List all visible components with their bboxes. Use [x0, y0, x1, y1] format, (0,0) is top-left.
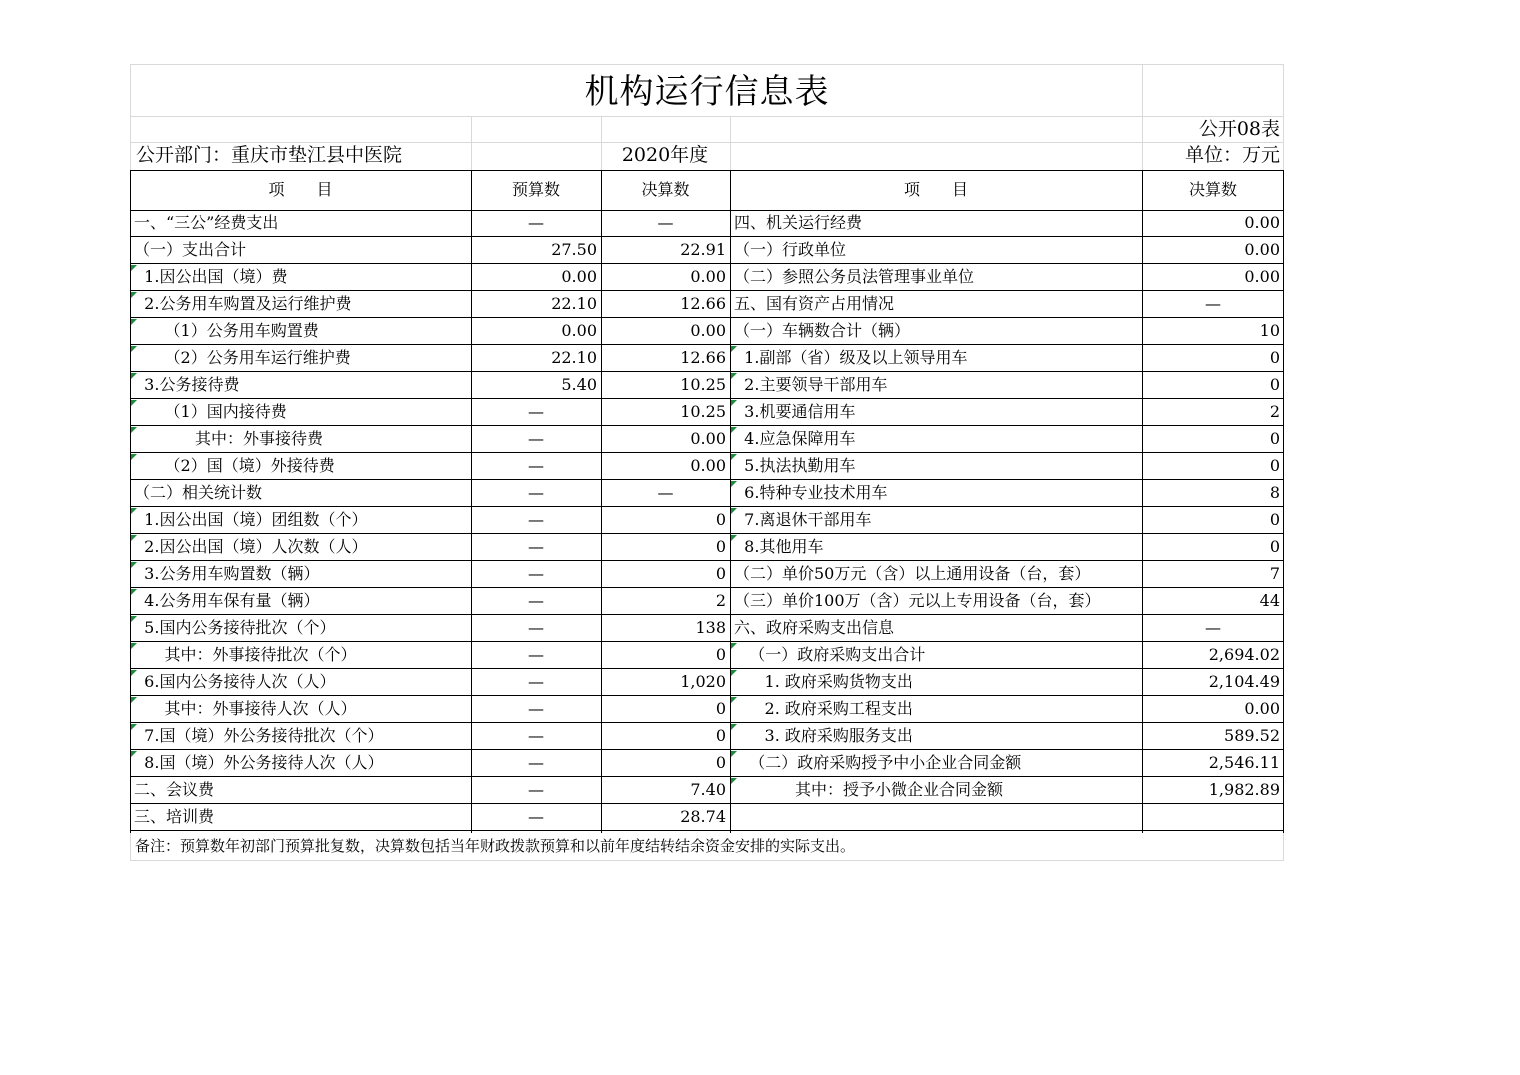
- final-cell: 28.74: [680, 807, 726, 826]
- budget-cell: —: [528, 429, 544, 448]
- row-border: [130, 668, 1284, 669]
- right-item-cell: 8.其他用车: [734, 537, 824, 556]
- right-item-cell: 六、政府采购支出信息: [734, 618, 895, 637]
- left-item-cell: 二、会议费: [134, 780, 215, 799]
- budget-cell: 0.00: [561, 267, 597, 286]
- left-item-cell: 其中：外事接待批次（个）: [134, 645, 357, 664]
- left-item-cell: 4.公务用车保有量（辆）: [134, 591, 320, 610]
- right-item-cell: 其中：授予小微企业合同金额: [734, 780, 1004, 799]
- right-final-cell: —: [1205, 294, 1221, 313]
- final-cell: 0: [715, 510, 726, 529]
- left-item-cell: 8.国（境）外公务接待人次（人）: [134, 753, 384, 772]
- comment-flag: [731, 643, 737, 649]
- right-item-cell: 四、机关运行经费: [734, 213, 863, 232]
- left-item-cell: （二）相关统计数: [134, 483, 263, 502]
- comment-flag: [131, 616, 137, 622]
- form-code: 公开08表: [1198, 118, 1280, 140]
- final-cell: 22.91: [680, 240, 726, 259]
- comment-flag: [131, 454, 137, 460]
- final-cell: 0: [715, 726, 726, 745]
- budget-cell: —: [528, 618, 544, 637]
- final-cell: —: [657, 483, 674, 502]
- header-budget: 预算数: [511, 180, 560, 199]
- comment-flag: [731, 670, 737, 676]
- comment-flag: [731, 346, 737, 352]
- right-item-cell: 7.离退休干部用车: [734, 510, 872, 529]
- row-border: [130, 560, 1284, 561]
- final-cell: 10.25: [680, 402, 726, 421]
- comment-flag: [131, 400, 137, 406]
- right-final-cell: 2,546.11: [1208, 753, 1280, 772]
- table-top-border: [130, 170, 1284, 171]
- final-cell: 0.00: [690, 429, 726, 448]
- row-border: [130, 803, 1284, 804]
- comment-flag: [131, 508, 137, 514]
- budget-cell: 22.10: [551, 348, 597, 367]
- sheet-title: 机构运行信息表: [584, 72, 830, 112]
- row-border: [130, 398, 1284, 399]
- row-border: [130, 452, 1284, 453]
- row-border: [130, 641, 1284, 642]
- left-item-cell: 7.国（境）外公务接待批次（个）: [134, 726, 384, 745]
- header-right-final: 决算数: [1188, 180, 1237, 199]
- final-cell: 0: [715, 699, 726, 718]
- right-final-cell: 589.52: [1224, 726, 1280, 745]
- right-item-cell: 5.执法执勤用车: [734, 456, 856, 475]
- right-item-cell: 2.主要领导干部用车: [734, 375, 888, 394]
- light-gridline: [471, 116, 472, 170]
- left-item-cell: 3.公务用车购置数（辆）: [134, 564, 320, 583]
- right-item-cell: 3. 政府采购服务支出: [734, 726, 913, 745]
- row-border: [130, 830, 1284, 831]
- right-final-cell: 0: [1269, 510, 1280, 529]
- left-item-cell: （1）公务用车购置费: [134, 321, 319, 340]
- right-final-cell: 2,104.49: [1208, 672, 1280, 691]
- right-final-cell: [1142, 804, 1284, 831]
- right-item-cell: 2. 政府采购工程支出: [734, 699, 913, 718]
- right-item-cell: 3.机要通信用车: [734, 402, 856, 421]
- col-border: [1142, 170, 1143, 833]
- header-left-item: 项 目: [268, 180, 333, 199]
- budget-cell: —: [528, 591, 544, 610]
- row-border: [130, 749, 1284, 750]
- right-final-cell: 10: [1259, 321, 1280, 340]
- right-item-cell: 6.特种专业技术用车: [734, 483, 888, 502]
- final-cell: 0: [715, 564, 726, 583]
- right-item-cell: （一）政府采购支出合计: [734, 645, 926, 664]
- right-final-cell: 8: [1269, 483, 1280, 502]
- right-final-cell: 0: [1269, 375, 1280, 394]
- comment-flag: [131, 319, 137, 325]
- right-item-cell: （二）政府采购授予中小企业合同金额: [734, 753, 1022, 772]
- year-label: 2020年度: [621, 144, 709, 166]
- right-item-cell: （三）单价100万（含）元以上专用设备（台，套）: [734, 591, 1101, 610]
- comment-flag: [731, 481, 737, 487]
- right-final-cell: 0: [1269, 537, 1280, 556]
- left-item-cell: 6.国内公务接待人次（人）: [134, 672, 336, 691]
- left-item-cell: （一）支出合计: [134, 240, 247, 259]
- right-final-cell: —: [1205, 618, 1221, 637]
- final-cell: —: [657, 213, 674, 232]
- right-final-cell: 0.00: [1244, 699, 1280, 718]
- budget-cell: —: [528, 537, 544, 556]
- row-border: [130, 587, 1284, 588]
- right-item-cell: 五、国有资产占用情况: [734, 294, 895, 313]
- budget-cell: —: [528, 807, 544, 826]
- comment-flag: [131, 670, 137, 676]
- light-gridline: [730, 116, 731, 170]
- budget-cell: —: [528, 213, 544, 232]
- unit-label: 单位：万元: [1184, 144, 1280, 166]
- col-border: [471, 170, 472, 833]
- row-border: [130, 614, 1284, 615]
- right-final-cell: 44: [1259, 591, 1280, 610]
- comment-flag: [131, 562, 137, 568]
- comment-flag: [731, 778, 737, 784]
- right-final-cell: 0.00: [1244, 267, 1280, 286]
- comment-flag: [131, 751, 137, 757]
- final-cell: 1,020: [680, 672, 726, 691]
- final-cell: 12.66: [680, 294, 726, 313]
- header-right-item: 项 目: [903, 180, 968, 199]
- final-cell: 0.00: [690, 267, 726, 286]
- final-cell: 12.66: [680, 348, 726, 367]
- col-border: [130, 170, 131, 833]
- left-item-cell: 5.国内公务接待批次（个）: [134, 618, 336, 637]
- final-cell: 2: [715, 591, 726, 610]
- right-item-cell: 1.副部（省）级及以上领导用车: [734, 348, 968, 367]
- budget-cell: —: [528, 564, 544, 583]
- left-item-cell: 1.因公出国（境）团组数（个）: [134, 510, 368, 529]
- right-final-cell: 2: [1269, 402, 1280, 421]
- comment-flag: [731, 508, 737, 514]
- final-cell: 0: [715, 537, 726, 556]
- right-item-cell: 1. 政府采购货物支出: [734, 672, 913, 691]
- left-item-cell: 一、“三公”经费支出: [134, 213, 279, 232]
- right-item-cell: （二）参照公务员法管理事业单位: [734, 267, 975, 286]
- left-item-cell: （2）国（境）外接待费: [134, 456, 335, 475]
- left-item-cell: （1）国内接待费: [134, 402, 287, 421]
- right-final-cell: 0: [1269, 348, 1280, 367]
- comment-flag: [131, 373, 137, 379]
- row-border: [130, 695, 1284, 696]
- right-item-cell: [730, 804, 1142, 831]
- comment-flag: [731, 697, 737, 703]
- comment-flag: [731, 427, 737, 433]
- left-item-cell: 三、培训费: [134, 807, 215, 826]
- right-final-cell: 0.00: [1244, 240, 1280, 259]
- budget-cell: —: [528, 456, 544, 475]
- final-cell: 0: [715, 753, 726, 772]
- comment-flag: [731, 454, 737, 460]
- comment-flag: [131, 724, 137, 730]
- comment-flag: [131, 427, 137, 433]
- row-border: [130, 425, 1284, 426]
- right-final-cell: 0: [1269, 429, 1280, 448]
- right-final-cell: 0.00: [1244, 213, 1280, 232]
- row-border: [130, 344, 1284, 345]
- row-border: [130, 776, 1284, 777]
- left-item-cell: 其中：外事接待人次（人）: [134, 699, 357, 718]
- comment-flag: [131, 697, 137, 703]
- final-cell: 0.00: [690, 321, 726, 340]
- light-gridline: [130, 860, 1284, 861]
- comment-flag: [731, 724, 737, 730]
- comment-flag: [131, 346, 137, 352]
- comment-flag: [731, 400, 737, 406]
- header-bottom-border: [130, 210, 1284, 211]
- right-final-cell: 1,982.89: [1208, 780, 1280, 799]
- left-item-cell: 其中：外事接待费: [134, 429, 324, 448]
- comment-flag: [131, 535, 137, 541]
- budget-cell: —: [528, 510, 544, 529]
- final-cell: 0.00: [690, 456, 726, 475]
- comment-flag: [731, 535, 737, 541]
- right-final-cell: 7: [1269, 564, 1280, 583]
- budget-cell: —: [528, 672, 544, 691]
- budget-cell: 5.40: [561, 375, 597, 394]
- footnote: 备注：预算数年初部门预算批复数，决算数包括当年财政拨款预算和以前年度结转结余资金安排的实际支出。: [135, 837, 856, 855]
- budget-cell: 22.10: [551, 294, 597, 313]
- final-cell: 10.25: [680, 375, 726, 394]
- row-border: [130, 479, 1284, 480]
- final-cell: 138: [695, 618, 726, 637]
- row-border: [130, 263, 1284, 264]
- budget-cell: —: [528, 726, 544, 745]
- right-item-cell: （二）单价50万元（含）以上通用设备（台，套）: [734, 564, 1091, 583]
- right-item-cell: 4.应急保障用车: [734, 429, 856, 448]
- final-cell: 7.40: [690, 780, 726, 799]
- comment-flag: [131, 589, 137, 595]
- comment-flag: [731, 373, 737, 379]
- budget-cell: —: [528, 402, 544, 421]
- comment-flag: [131, 292, 137, 298]
- light-gridline: [130, 116, 1284, 117]
- right-final-cell: 2,694.02: [1208, 645, 1280, 664]
- budget-cell: —: [528, 753, 544, 772]
- budget-cell: 0.00: [561, 321, 597, 340]
- info-sheet: [130, 64, 1284, 860]
- budget-cell: 27.50: [551, 240, 597, 259]
- final-cell: 0: [715, 645, 726, 664]
- col-border: [730, 170, 731, 833]
- header-final: 决算数: [641, 180, 690, 199]
- comment-flag: [131, 265, 137, 271]
- row-border: [130, 722, 1284, 723]
- budget-cell: —: [528, 645, 544, 664]
- row-border: [130, 290, 1284, 291]
- row-border: [130, 533, 1284, 534]
- left-item-cell: 3.公务接待费: [134, 375, 240, 394]
- left-item-cell: 2.因公出国（境）人次数（人）: [134, 537, 368, 556]
- row-border: [130, 506, 1284, 507]
- right-item-cell: （一）行政单位: [734, 240, 847, 259]
- comment-flag: [131, 643, 137, 649]
- department-label: 公开部门：重庆市垫江县中医院: [136, 144, 403, 166]
- budget-cell: —: [528, 483, 544, 502]
- right-final-cell: 0: [1269, 456, 1280, 475]
- col-border: [1283, 170, 1284, 833]
- row-border: [130, 371, 1284, 372]
- left-item-cell: （2）公务用车运行维护费: [134, 348, 351, 367]
- left-item-cell: 1.因公出国（境）费: [134, 267, 288, 286]
- comment-flag: [731, 751, 737, 757]
- col-border: [601, 170, 602, 833]
- budget-cell: —: [528, 780, 544, 799]
- row-border: [130, 317, 1284, 318]
- left-item-cell: 2.公务用车购置及运行维护费: [134, 294, 352, 313]
- right-item-cell: （一）车辆数合计（辆）: [734, 321, 911, 340]
- budget-cell: —: [528, 699, 544, 718]
- row-border: [130, 236, 1284, 237]
